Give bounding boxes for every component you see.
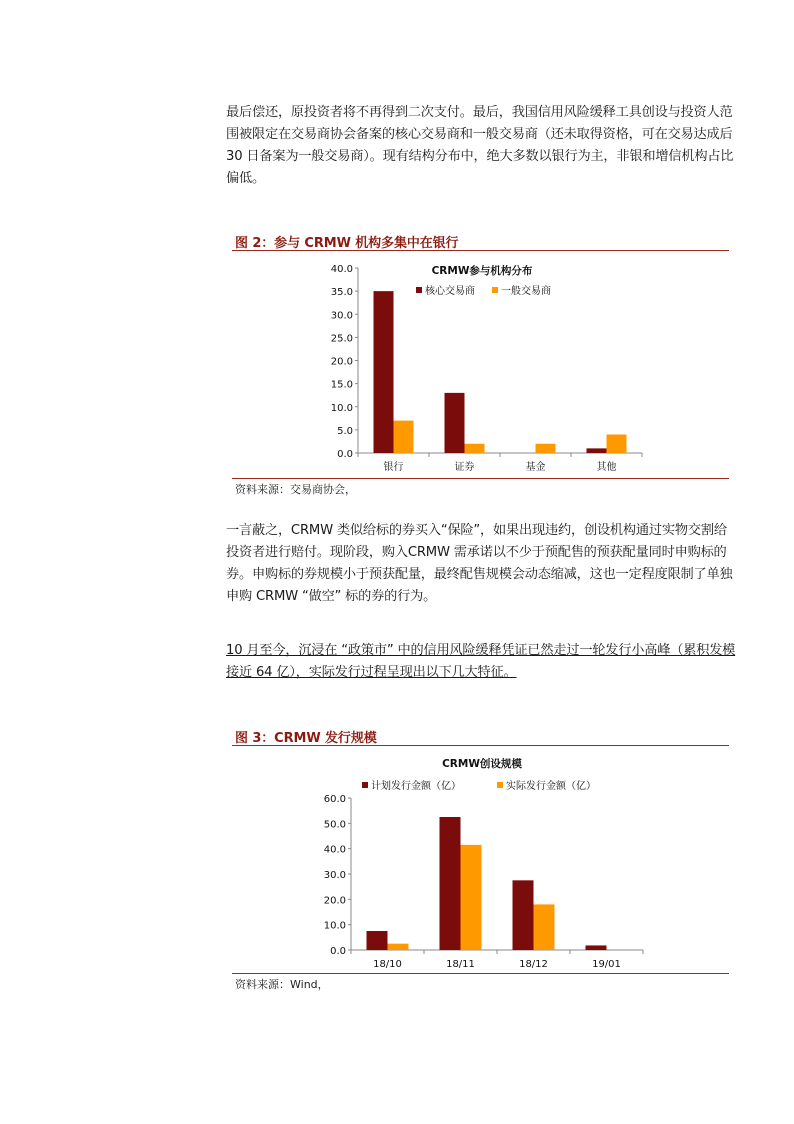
figure-3-title: 图 3：CRMW 发行规模 — [235, 731, 377, 746]
y-tick-label: 0.0 — [337, 449, 353, 460]
x-tick-label: 证券 — [454, 462, 475, 473]
legend-swatch — [497, 782, 503, 788]
paragraph-line: 申购 CRMW “做空” 标的券的行为。 — [226, 589, 437, 604]
paragraph-line: 一言蔽之，CRMW 类似给标的券买入“保险”，如果出现违约，创设机构通过实物交割给 — [226, 523, 727, 538]
paragraph-line: 券。申购标的券规模小于预获配量，最终配售规模会动态缩减，这也一定程度限制了单独 — [226, 567, 733, 582]
x-tick-label: 18/11 — [446, 959, 475, 970]
legend-swatch — [492, 287, 498, 293]
figure-3-chart — [0, 747, 794, 977]
y-tick-label: 35.0 — [330, 287, 353, 299]
x-tick-label: 18/10 — [373, 959, 402, 970]
paragraph-1 — [226, 102, 756, 190]
paragraph-line: 围被限定在交易商协会备案的核心交易商和一般交易商（还未取得资格，可在交易达成后 — [226, 127, 733, 142]
y-tick-label: 60.0 — [323, 794, 346, 805]
chart-title: CRMW参与机构分布 — [431, 265, 533, 277]
legend-swatch — [416, 287, 422, 293]
y-tick-label: 40.0 — [330, 264, 353, 275]
y-tick-label: 25.0 — [330, 333, 353, 345]
x-tick-label: 18/12 — [519, 959, 548, 970]
bar — [374, 291, 394, 453]
figure-2-title: 图 2：参与 CRMW 机构多集中在银行 — [235, 236, 459, 251]
bar — [586, 945, 607, 950]
figure-3-bottom-rule — [232, 973, 729, 974]
paragraph-2 — [226, 520, 756, 608]
y-tick-label: 5.0 — [337, 425, 353, 437]
bar — [445, 393, 465, 453]
bar — [513, 880, 534, 950]
legend-label: 计划发行金额（亿） — [371, 781, 461, 792]
figure-3-source: 资料来源：Wind， — [235, 978, 329, 991]
y-tick-label: 10.0 — [323, 920, 346, 932]
figure-3-top-rule — [232, 745, 729, 746]
paragraph-3 — [226, 640, 756, 684]
figure-2-source: 资料来源：交易商协会， — [235, 483, 356, 496]
bar — [607, 435, 627, 454]
y-tick-label: 50.0 — [323, 819, 346, 831]
paragraph-line: 投资者进行赔付。现阶段，购入CRMW 需承诺以不少于预配售的预获配量同时申购标的 — [226, 545, 727, 560]
paragraph-line: 接近 64 亿），实际发行过程呈现出以下几大特征。 — [226, 665, 517, 680]
x-tick-label: 其他 — [596, 462, 617, 473]
legend-label: 实际发行金额（亿） — [506, 781, 596, 792]
y-tick-label: 20.0 — [323, 895, 346, 907]
bar — [394, 421, 414, 453]
bar — [536, 444, 556, 453]
legend-swatch — [362, 782, 368, 788]
x-tick-label: 银行 — [383, 462, 404, 473]
figure-2-top-rule — [232, 250, 729, 251]
y-tick-label: 0.0 — [330, 946, 346, 957]
y-tick-label: 10.0 — [330, 402, 353, 414]
y-tick-label: 30.0 — [330, 310, 353, 322]
paragraph-line: 偏低。 — [226, 171, 265, 186]
bar — [587, 448, 607, 453]
y-tick-label: 30.0 — [323, 870, 346, 881]
x-tick-label: 19/01 — [592, 959, 621, 970]
paragraph-line: 10 月至今，沉浸在 “政策市” 中的信用风险缓释凭证已然走过一轮发行小高峰（累积发模 — [226, 643, 736, 658]
bar — [465, 444, 485, 453]
y-tick-label: 20.0 — [330, 356, 353, 368]
chart-title: CRMW创设规模 — [442, 758, 522, 770]
y-tick-label: 40.0 — [323, 844, 346, 856]
figure-2-bottom-rule — [232, 478, 729, 479]
bar — [388, 944, 409, 950]
legend-label: 核心交易商 — [425, 286, 475, 297]
bar — [461, 845, 482, 950]
bar — [534, 904, 555, 950]
x-tick-label: 基金 — [525, 462, 546, 473]
bar — [367, 931, 388, 950]
figure-2-chart — [0, 252, 794, 482]
y-tick-label: 15.0 — [330, 379, 353, 391]
paragraph-line: 最后偿还，原投资者将不再得到二次支付。最后，我国信用风险缓释工具创设与投资人范 — [226, 105, 733, 120]
bar — [440, 817, 461, 950]
paragraph-line: 30 日备案为一般交易商）。现有结构分布中，绝大多数以银行为主，非银和增信机构占比 — [226, 149, 734, 164]
legend-label: 一般交易商 — [501, 286, 551, 297]
